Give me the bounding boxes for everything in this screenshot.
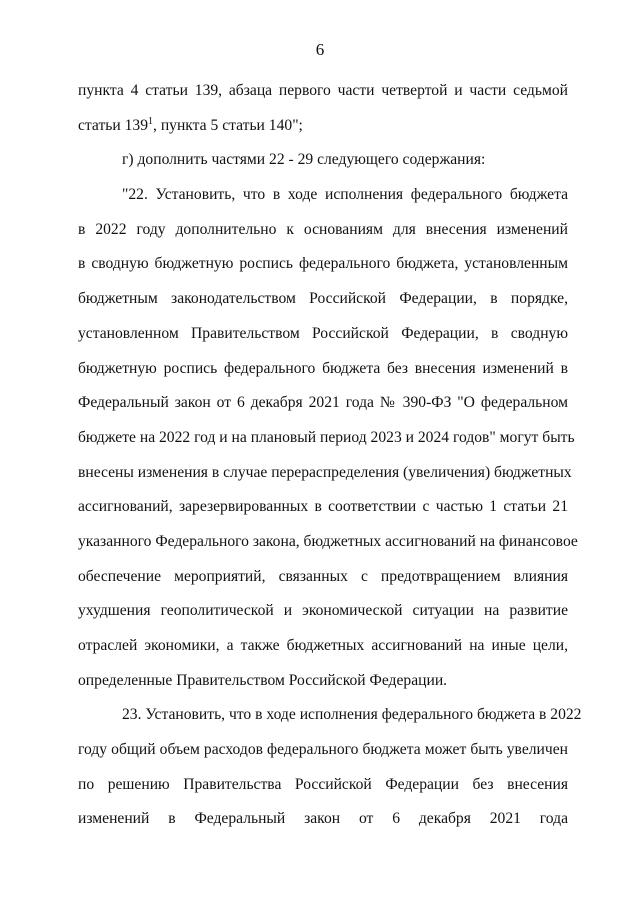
text-line-content: обеспечение мероприятий, связанных с предотвращением влияния xyxy=(78,567,568,585)
text-line-content: бюджетную роспись федерального бюджета без внесения изменений в xyxy=(78,359,568,377)
text-line-content: по решению Правительства Российской Федерации без внесения xyxy=(78,775,568,793)
text-line xyxy=(78,352,568,387)
text-line-content: ухудшения геополитической и экономической ситуации на развитие xyxy=(78,602,568,620)
text-line xyxy=(78,74,568,109)
text-line-content: 23. Установить, что в ходе исполнения федерального бюджета в 2022 xyxy=(122,706,582,724)
text-line-content: отраслей экономики, а также бюджетных ассигнований на иные цели, xyxy=(78,637,568,654)
superscript: 1 xyxy=(148,115,154,127)
text-line-content: пункта 4 статьи 139, абзаца первого части четвертой и части седьмой xyxy=(78,82,568,99)
text-line-content: статьи 139 xyxy=(78,116,149,134)
text-line-content: бюджете на 2022 год и на плановый период 2023 и 2024 годов" могут быть xyxy=(78,428,575,446)
text-line-content: "22. Установить, что в ходе исполнения федерального бюджета xyxy=(122,186,568,204)
text-line xyxy=(78,282,568,317)
text-line-content: году общий объем расходов федерального бюджета может быть увеличен xyxy=(78,741,568,759)
text-line xyxy=(78,629,568,664)
text-line-content: внесены изменения в случае перераспределения (увеличения) бюджетных xyxy=(78,463,572,481)
text-line-tail: , пункта 5 статьи 140"; xyxy=(153,116,303,134)
text-line xyxy=(78,178,568,213)
text-line-content: в 2022 году дополнительно к основаниям для внесения изменений xyxy=(78,220,568,238)
text-line-content: изменений в Федеральный закон от 6 декабря 2021 года xyxy=(78,810,568,828)
text-line xyxy=(78,421,575,456)
text-line xyxy=(78,664,568,699)
text-line xyxy=(78,560,568,595)
text-line xyxy=(78,109,568,144)
text-line xyxy=(78,802,568,837)
text-line-content: определенные Правительством Российской Федерации. xyxy=(78,671,448,689)
text-line xyxy=(78,247,568,282)
page-number: 6 xyxy=(315,40,325,59)
text-line-content: бюджетным законодательством Российской Федерации, в порядке, xyxy=(78,290,568,308)
text-line xyxy=(78,456,572,491)
text-line-content: указанного Федерального закона, бюджетных ассигнований на финансовое xyxy=(78,532,578,550)
text-line xyxy=(78,733,568,768)
text-line xyxy=(78,768,568,803)
text-line xyxy=(78,317,568,352)
text-line xyxy=(78,386,568,421)
text-line-content: в сводную бюджетную роспись федерального бюджета, установленным xyxy=(78,255,568,273)
text-line-content: ассигнований, зарезервированных в соответствии с частью 1 статьи 21 xyxy=(78,498,568,516)
document-body xyxy=(78,74,582,837)
text-line xyxy=(78,525,578,560)
text-line xyxy=(78,143,568,178)
text-line xyxy=(78,698,582,733)
text-line xyxy=(78,490,568,525)
text-line xyxy=(78,594,568,629)
text-line-content: Федеральный закон от 6 декабря 2021 года № 390-ФЗ "О федеральном xyxy=(78,394,568,412)
text-line-content: установленном Правительством Российской Федерации, в сводную xyxy=(78,324,568,342)
text-line-content: г) дополнить частями 22 - 29 следующего содержания: xyxy=(122,151,486,169)
text-line xyxy=(78,213,568,248)
